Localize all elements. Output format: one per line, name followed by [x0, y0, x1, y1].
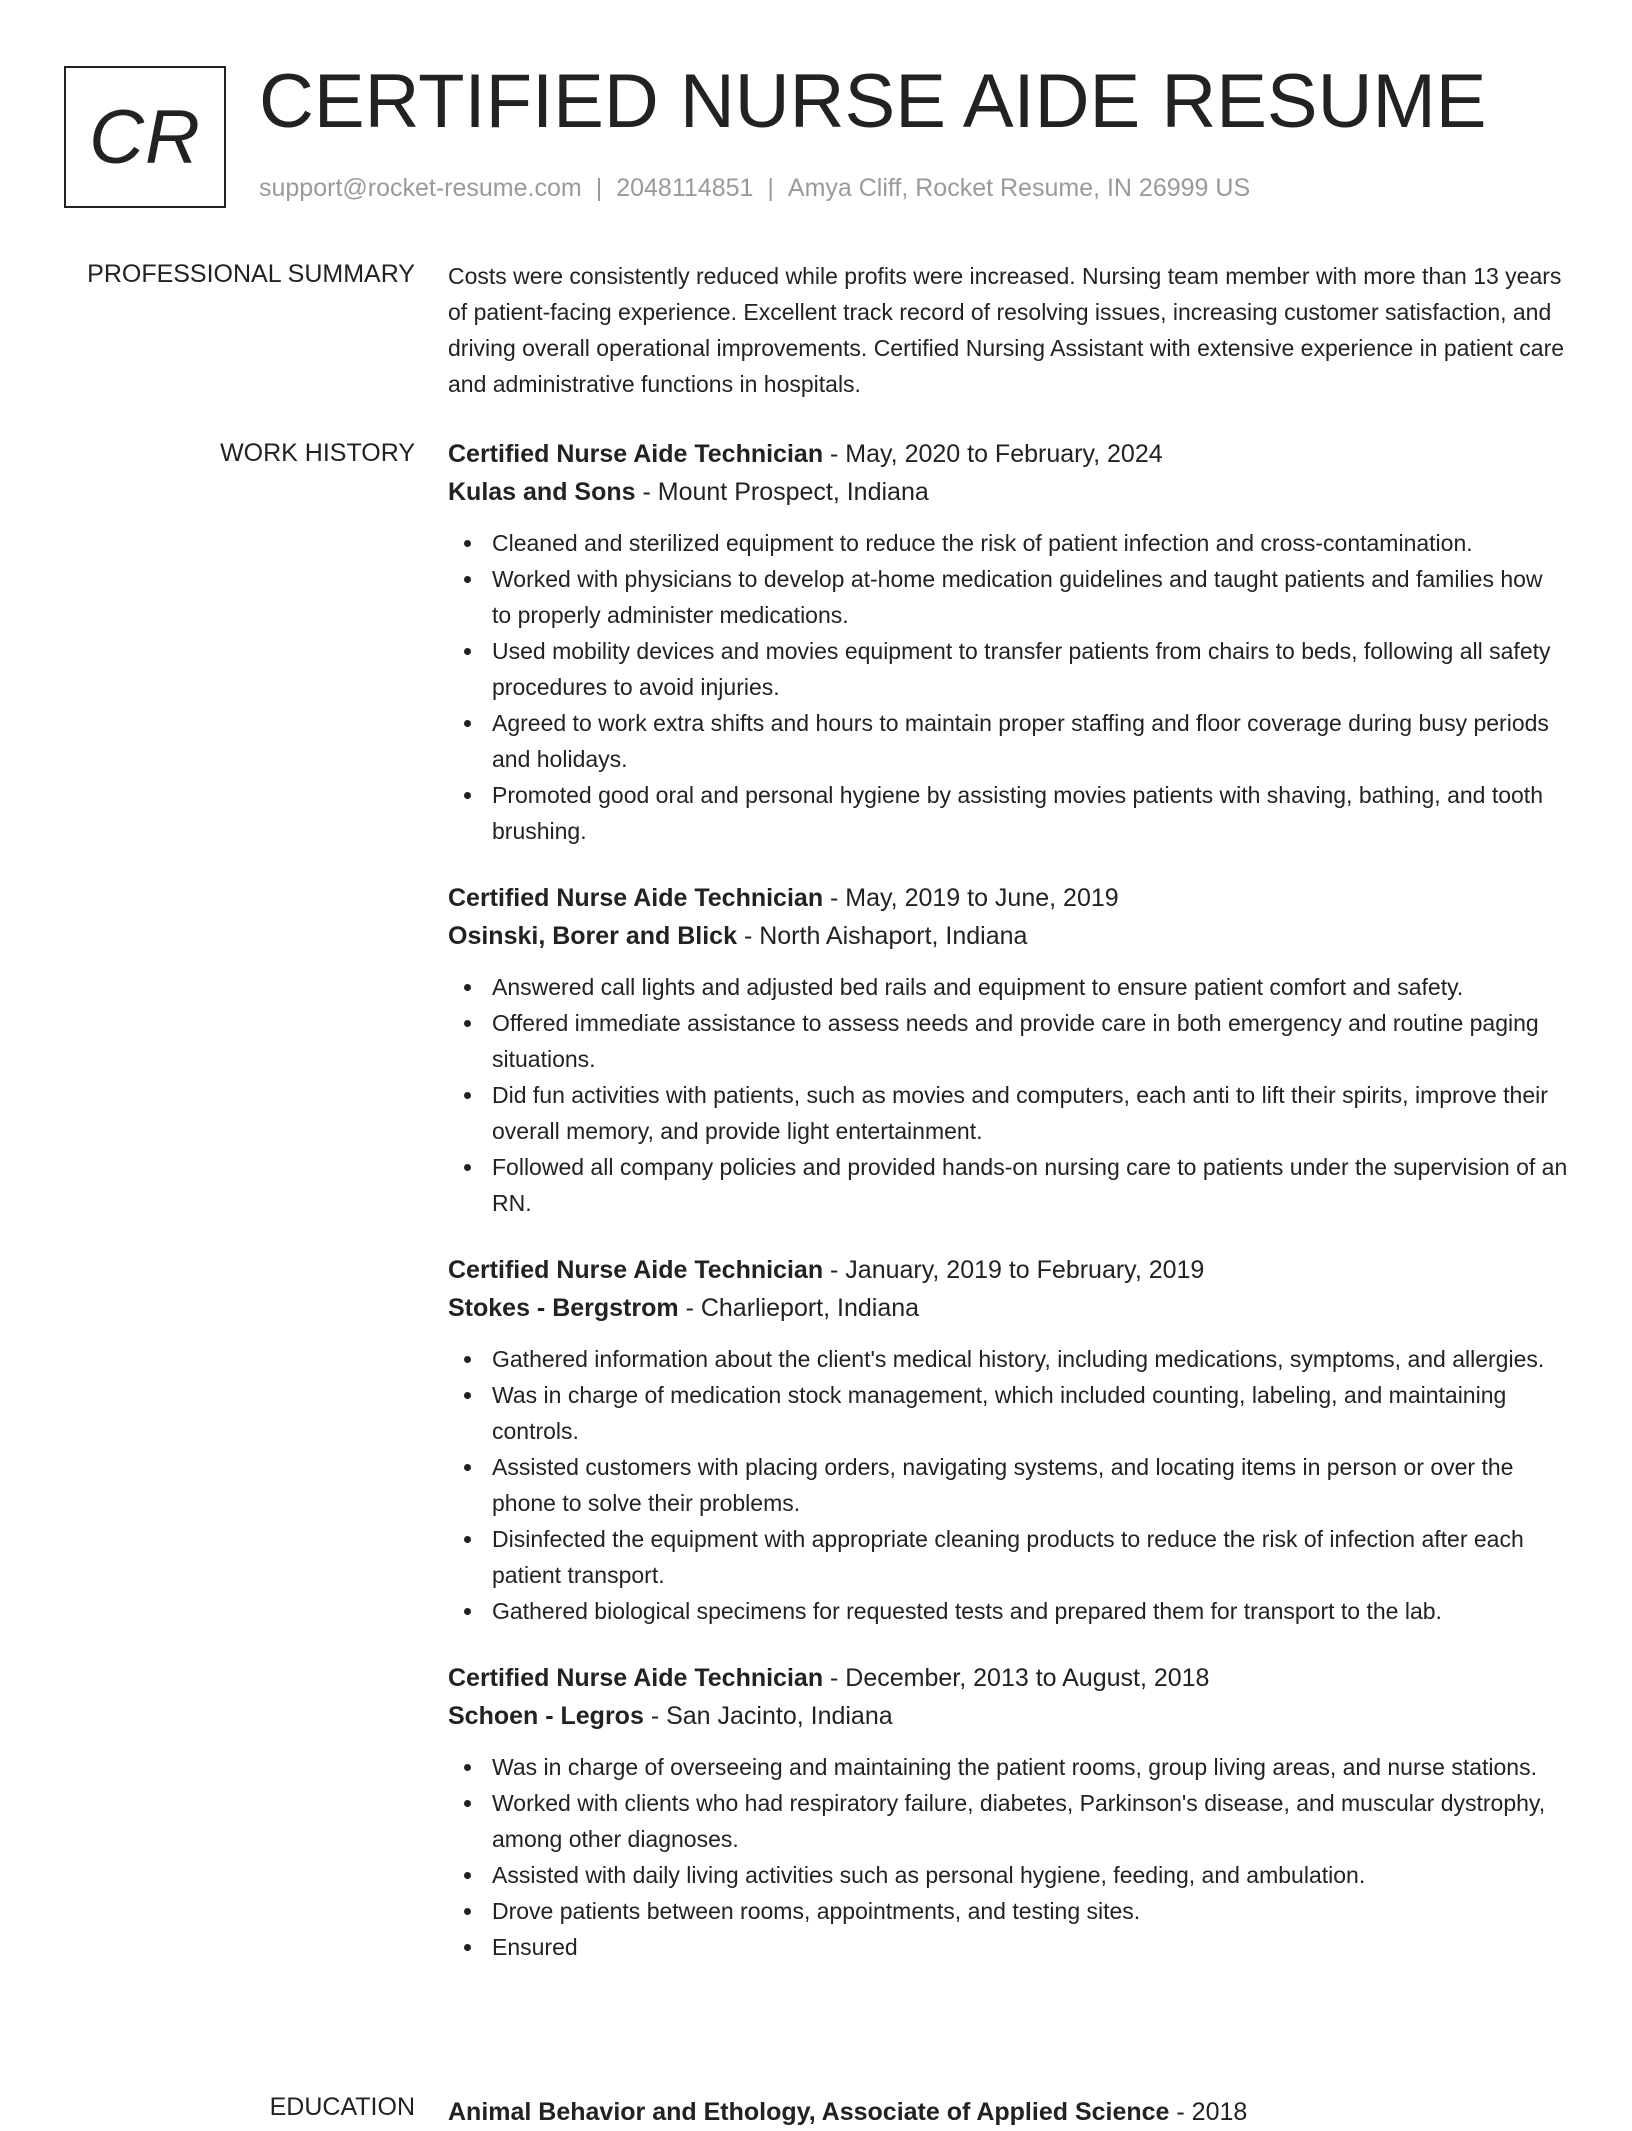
contact-address: Amya Cliff, Rocket Resume, IN 26999 US: [787, 174, 1251, 202]
job-company: Stokes - Bergstrom: [448, 1294, 679, 1322]
job-entry: [448, 1251, 1568, 1629]
list-item: Gathered information about the client's medical history, including medications, symptoms, and allergies.: [448, 1341, 1568, 1377]
resume-header: [64, 59, 1568, 216]
job-bullets: [448, 525, 1568, 849]
job-title-line: [448, 1659, 1568, 1697]
list-item: Worked with physicians to develop at-home medication guidelines and taught patients and families how to properly administer medications.: [448, 561, 1568, 633]
job-bullets: [448, 1341, 1568, 1629]
list-item: Answered call lights and adjusted bed rails and equipment to ensure patient comfort and safety.: [448, 969, 1568, 1005]
job-company-line: [448, 473, 1568, 511]
job-entry: [448, 435, 1568, 849]
job-bullets: [448, 1749, 1568, 1965]
job-title: Certified Nurse Aide Technician: [448, 884, 824, 912]
list-item: Used mobility devices and movies equipment to transfer patients from chairs to beds, following all safety procedures to avoid injuries.: [448, 633, 1568, 705]
job-title-line: [448, 435, 1568, 473]
list-item: Assisted with daily living activities such as personal hygiene, feeding, and ambulation.: [448, 1857, 1568, 1893]
list-item: Was in charge of overseeing and maintaining the patient rooms, group living areas, and nurse stations.: [448, 1749, 1568, 1785]
job-title: Certified Nurse Aide Technician: [448, 1256, 824, 1284]
education-body: [448, 2093, 1568, 2131]
job-company-line: [448, 1697, 1568, 1735]
contact-line: [259, 174, 1250, 203]
job-company: Kulas and Sons: [448, 478, 636, 506]
list-item: Disinfected the equipment with appropriate cleaning products to reduce the risk of infection after each patient transport.: [448, 1521, 1568, 1593]
job-bullets: [448, 969, 1568, 1221]
summary-text: Costs were consistently reduced while profits were increased. Nursing team member with more than 13 years of patient-facing experience. Excellent track record of resolving issues, increasing customer satisfaction, and driving overall operational improvements. Certified Nursing Assistant with extensive experience in patient care and administrative functions in hospitals.: [448, 263, 1565, 397]
job-dates: - January, 2019 to February, 2019: [823, 1256, 1205, 1284]
job-company: Osinski, Borer and Blick: [448, 922, 737, 950]
job-entry: [448, 879, 1568, 1221]
list-item: Ensured: [448, 1929, 1568, 1965]
job-title-line: [448, 879, 1568, 917]
contact-separator: |: [595, 174, 603, 202]
job-entry: [448, 1659, 1568, 1965]
job-title-line: [448, 1251, 1568, 1289]
education-label: EDUCATION: [269, 2093, 415, 2121]
job-location: - North Aishaport, Indiana: [737, 922, 1028, 950]
list-item: Offered immediate assistance to assess needs and provide care in both emergency and routine paging situations.: [448, 1005, 1568, 1077]
job-title: Certified Nurse Aide Technician: [448, 440, 824, 468]
list-item: Drove patients between rooms, appointments, and testing sites.: [448, 1893, 1568, 1929]
monogram-logo: CR: [64, 66, 226, 208]
list-item: Did fun activities with patients, such as movies and computers, each anti to lift their spirits, improve their overall memory, and provide light entertainment.: [448, 1077, 1568, 1149]
summary-label: PROFESSIONAL SUMMARY: [87, 260, 415, 288]
job-dates: - May, 2020 to February, 2024: [823, 440, 1163, 468]
job-location: - San Jacinto, Indiana: [643, 1702, 893, 1730]
job-dates: - May, 2019 to June, 2019: [823, 884, 1119, 912]
work-history-body: [448, 435, 1568, 1995]
list-item: Gathered biological specimens for requested tests and prepared them for transport to the lab.: [448, 1593, 1568, 1629]
education-line: [448, 2093, 1568, 2131]
list-item: Promoted good oral and personal hygiene by assisting movies patients with shaving, bathing, and tooth brushing.: [448, 777, 1568, 849]
summary-body: [448, 258, 1568, 402]
job-location: - Charlieport, Indiana: [678, 1294, 920, 1322]
education-year: - 2018: [1169, 2098, 1248, 2126]
job-company-line: [448, 917, 1568, 955]
page-title: CERTIFIED NURSE AIDE RESUME: [259, 59, 1487, 144]
list-item: Assisted customers with placing orders, navigating systems, and locating items in person or over the phone to solve their problems.: [448, 1449, 1568, 1521]
job-company-line: [448, 1289, 1568, 1327]
list-item: Cleaned and sterilized equipment to reduce the risk of patient infection and cross-contamination.: [448, 525, 1568, 561]
list-item: Followed all company policies and provided hands-on nursing care to patients under the supervision of an RN.: [448, 1149, 1568, 1221]
list-item: Agreed to work extra shifts and hours to maintain proper staffing and floor coverage during busy periods and holidays.: [448, 705, 1568, 777]
job-location: - Mount Prospect, Indiana: [635, 478, 929, 506]
contact-email: support@rocket-resume.com: [259, 174, 582, 202]
education-degree: Animal Behavior and Ethology, Associate of Applied Science: [448, 2098, 1170, 2126]
job-title: Certified Nurse Aide Technician: [448, 1664, 824, 1692]
list-item: Worked with clients who had respiratory failure, diabetes, Parkinson's disease, and muscular dystrophy, among other diagnoses.: [448, 1785, 1568, 1857]
contact-phone: 2048114851: [616, 174, 754, 202]
job-company: Schoen - Legros: [448, 1702, 644, 1730]
work-history-label: WORK HISTORY: [220, 439, 415, 467]
contact-separator: |: [767, 174, 774, 202]
job-dates: - December, 2013 to August, 2018: [823, 1664, 1210, 1692]
list-item: Was in charge of medication stock management, which included counting, labeling, and maintaining controls.: [448, 1377, 1568, 1449]
